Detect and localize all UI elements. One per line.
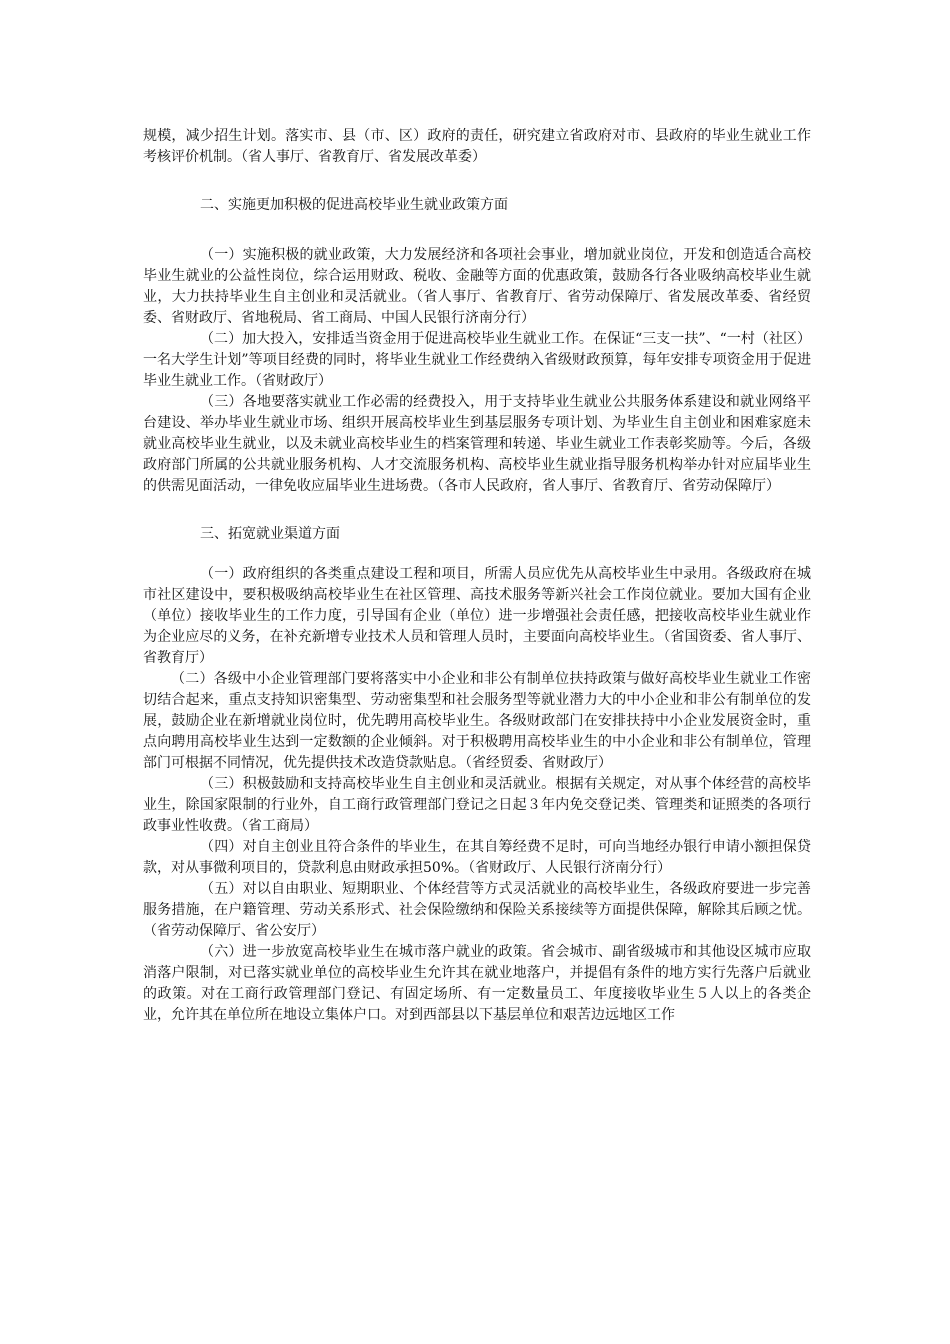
- section-heading-2: 二、实施更加积极的促进高校毕业生就业政策方面: [200, 197, 508, 213]
- spacer: [143, 216, 811, 245]
- spacer: [143, 168, 811, 195]
- paragraph-3-2: （二）各级中小企业管理部门要将落实中小企业和非公有制单位扶持政策与做好高校毕业生就业工作密切结合起来，重点支持知识密集型、劳动密集型和社会服务型等就业潜力大的中小企业和非公有制单位的发展，鼓励企业在新增就业岗位时，优先聘用高校毕业生。各级财政部门在安排扶持中小企业发展资金时，重点向聘用高校毕业生达到一定数额的企业倾斜。对于积极聘用高校毕业生的中小企业和非公有制单位，管理部门可根据不同情况，优先提供技术改造贷款贴息。（省经贸委、省财政厅）: [143, 671, 811, 771]
- paragraph-2-1: （一）实施积极的就业政策，大力发展经济和各项社会事业，增加就业岗位，开发和创造适合高校毕业生就业的公益性岗位，综合运用财政、税收、金融等方面的优惠政策，鼓励各行各业吸纳高校毕业生就业，大力扶持毕业生自主创业和灵活就业。（省人事厅、省教育厅、省劳动保障厅、省发展改革委、省经贸委、省财政厅、省地税局、省工商局、中国人民银行济南分行）: [143, 247, 811, 326]
- spacer: [143, 545, 811, 564]
- paragraph-3-6: （六）进一步放宽高校毕业生在城市落户就业的政策。省会城市、副省级城市和其他设区城市应取消落户限制，对已落实就业单位的高校毕业生允许其在就业地落户，并提倡有条件的地方实行先落户后就业的政策。对在工商行政管理部门登记、有固定场所、有一定数量员工、年度接收毕业生５人以上的各类企业，允许其在单位所在地设立集体户口。对到西部县以下基层单位和艰苦边远地区工作: [143, 944, 811, 1023]
- paragraph-3-3: （三）积极鼓励和支持高校毕业生自主创业和灵活就业。根据有关规定，对从事个体经营的高校毕业生，除国家限制的行业外，自工商行政管理部门登记之日起３年内免交登记类、管理类和证照类的各项行政事业性收费。（省工商局）: [143, 776, 811, 834]
- paragraph-2-2: （二）加大投入，安排适当资金用于促进高校毕业生就业工作。在保证“三支一扶”、“一村（社区）一名大学生计划”等项目经费的同时，将毕业生就业工作经费纳入省级财政预算，每年安排专项资金用于促进毕业生就业工作。（省财政厅）: [143, 331, 811, 389]
- paragraph-3-4: （四）对自主创业且符合条件的毕业生，在其自筹经费不足时，可向当地经办银行申请小额担保贷款，对从事微利项目的，贷款利息由财政承担50%。（省财政厅、人民银行济南分行）: [143, 839, 811, 876]
- section-heading-3: 三、拓宽就业渠道方面: [200, 526, 340, 542]
- paragraph-3-5: （五）对以自由职业、短期职业、个体经营等方式灵活就业的高校毕业生，各级政府要进一步完善服务措施，在户籍管理、劳动关系形式、社会保险缴纳和保险关系接续等方面提供保障，解除其后顾之忧。（省劳动保障厅、省公安厅）: [143, 881, 811, 939]
- paragraph-continuation: 规模，减少招生计划。落实市、县（市、区）政府的责任，研究建立省政府对市、县政府的毕业生就业工作考核评价机制。（省人事厅、省教育厅、省发展改革委）: [143, 128, 811, 165]
- paragraph-3-1: （一）政府组织的各类重点建设工程和项目，所需人员应优先从高校毕业生中录用。各级政府在城市社区建设中，要积极吸纳高校毕业生在社区管理、高技术服务等新兴社会工作岗位就业。要加大国有企业（单位）接收毕业生的工作力度，引导国有企业（单位）进一步增强社会责任感，把接收高校毕业生就业作为企业应尽的义务，在补充新增专业技术人员和管理人员时，主要面向高校毕业生。（省国资委、省人事厅、省教育厅）: [143, 566, 811, 666]
- spacer: [143, 497, 811, 524]
- document-body: [143, 126, 811, 1026]
- paragraph-2-3: （三）各地要落实就业工作必需的经费投入，用于支持毕业生就业公共服务体系建设和就业网络平台建设、举办毕业生就业市场、组织开展高校毕业生到基层服务专项计划、为毕业生自主创业和困难家庭未就业高校毕业生就业，以及未就业高校毕业生的档案管理和转递、毕业生就业工作表彰奖励等。今后，各级政府部门所属的公共就业服务机构、人才交流服务机构、高校毕业生就业指导服务机构举办针对应届毕业生的供需见面活动，一律免收应届毕业生进场费。（各市人民政府，省人事厅、省教育厅、省劳动保障厅）: [143, 394, 811, 494]
